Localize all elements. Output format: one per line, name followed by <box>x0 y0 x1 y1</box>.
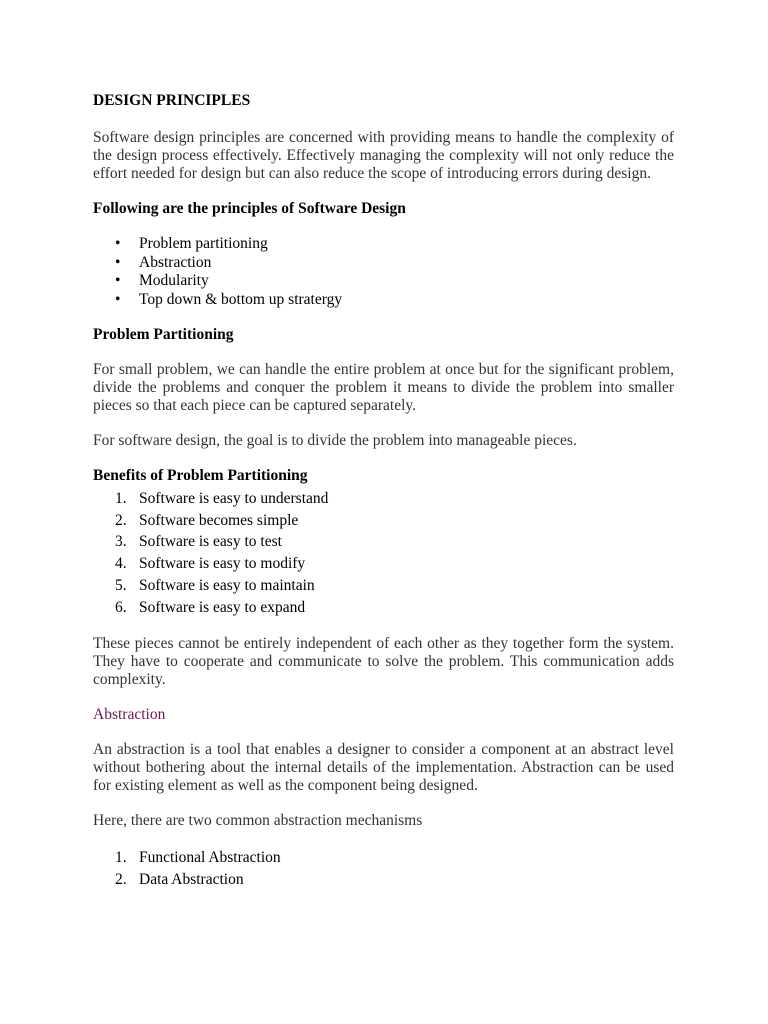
list-item-label: Modularity <box>139 272 209 289</box>
list-item <box>93 291 674 310</box>
list-item-label: Software is easy to test <box>139 533 282 551</box>
abstraction-heading: Abstraction <box>93 706 166 724</box>
list-number: 2. <box>115 511 127 529</box>
benefits-heading: Benefits of Problem Partitioning <box>93 467 308 484</box>
bullet-icon: • <box>115 272 121 289</box>
list-item <box>93 531 674 553</box>
list-item <box>93 488 674 510</box>
intro-paragraph: Software design principles are concerned with providing means to handle the complexity of the design process effectively. Effectively managing the complexity will not only reduce the effort needed for design but can also reduce the scope of introducing errors during design. <box>93 129 674 182</box>
principles-list <box>93 235 674 309</box>
list-item-label: Top down & bottom up stratergy <box>139 290 343 308</box>
list-item <box>93 597 674 619</box>
partitioning-heading: Problem Partitioning <box>93 326 234 343</box>
list-item <box>93 510 674 532</box>
abstraction-paragraph-2: Here, there are two common abstraction mechanisms <box>93 812 423 830</box>
abstraction-paragraph-1: An abstraction is a tool that enables a designer to consider a component at an abstract level without bothering about the internal details of the implementation. Abstraction can be used for existing element as well as the component being designed. <box>93 741 674 795</box>
list-item-label: Software is easy to understand <box>139 490 329 507</box>
bullet-icon: • <box>115 235 121 252</box>
list-item <box>93 254 674 273</box>
principles-heading: Following are the principles of Software Design <box>93 200 406 217</box>
document-page <box>93 90 674 908</box>
bullet-icon: • <box>115 290 121 308</box>
list-item <box>93 847 674 869</box>
list-item-label: Functional Abstraction <box>139 849 281 867</box>
list-number: 6. <box>115 598 127 616</box>
list-item <box>93 272 674 291</box>
page-title: DESIGN PRINCIPLES <box>93 92 251 109</box>
list-item <box>93 235 674 254</box>
list-number: 1. <box>115 490 127 507</box>
list-item-label: Data Abstraction <box>139 870 244 888</box>
list-item-label: Abstraction <box>139 253 212 271</box>
list-item-label: Software is easy to modify <box>139 555 306 573</box>
partitioning-paragraph-3: These pieces cannot be entirely independent of each other as they together form the system. They have to cooperate and communicate to solve the problem. This communication adds complexity. <box>93 635 674 689</box>
partitioning-paragraph-1: For small problem, we can handle the entire problem at once but for the significant problem, divide the problems and conquer the problem it means to divide the problem into smaller pieces so that each piece can be captured separately. <box>93 361 674 414</box>
list-item-label: Software is easy to expand <box>139 598 306 616</box>
bullet-icon: • <box>115 253 121 271</box>
benefits-list <box>93 488 674 618</box>
list-number: 5. <box>115 576 127 594</box>
list-item <box>93 575 674 597</box>
partitioning-paragraph-2: For software design, the goal is to divide the problem into manageable pieces. <box>93 432 577 449</box>
list-item <box>93 869 674 891</box>
list-item-label: Software becomes simple <box>139 511 299 529</box>
list-item-label: Problem partitioning <box>139 235 268 252</box>
list-item-label: Software is easy to maintain <box>139 576 315 594</box>
mechanisms-list <box>93 847 674 890</box>
list-number: 2. <box>115 870 127 888</box>
list-number: 4. <box>115 555 127 573</box>
list-number: 1. <box>115 849 127 867</box>
list-item <box>93 553 674 575</box>
list-number: 3. <box>115 533 127 551</box>
